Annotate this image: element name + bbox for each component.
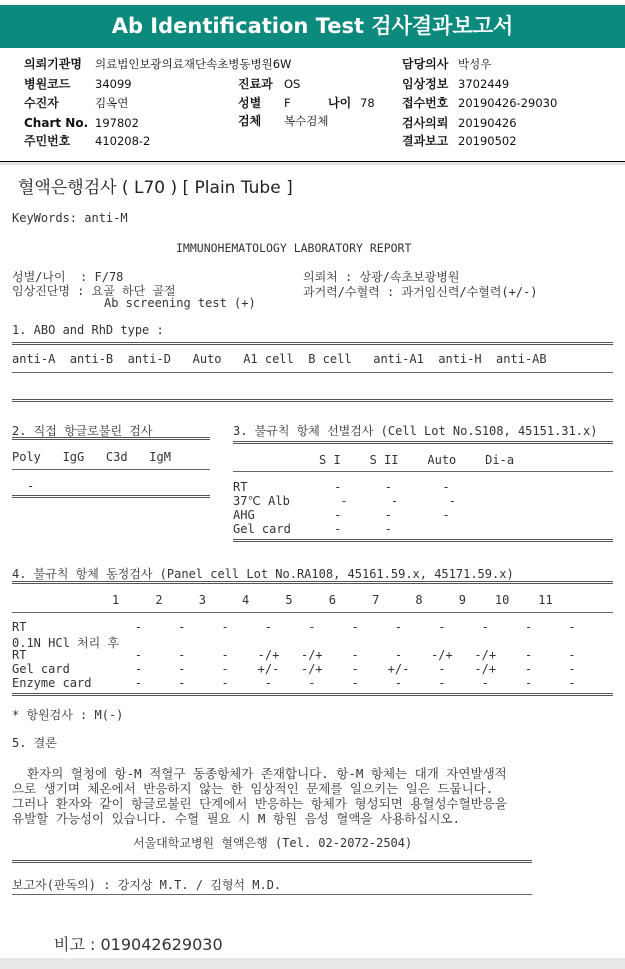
history-line: 과거력/수혈력 : 과거임신력/수혈력(+/-) xyxy=(303,285,538,299)
abo-headers: anti-A anti-B anti-D Auto A1 cell B cell anti-A1 anti-H anti-AB xyxy=(12,352,547,366)
panel-row: RT - - - - - - - - - - - xyxy=(12,620,576,634)
chart-label: Chart No. xyxy=(24,116,89,130)
panel-row: Enzyme card - - - - - - - - - - - xyxy=(12,676,576,690)
report-label: 결과보고 xyxy=(402,134,449,148)
divider xyxy=(12,469,210,470)
institution-label: 의뢰기관명 xyxy=(24,57,82,71)
rrn-label: 주민번호 xyxy=(24,134,71,148)
divider xyxy=(233,471,613,472)
panel-row: Gel card - - - +/- -/+ - +/- - -/+ - - xyxy=(12,662,576,676)
divider xyxy=(12,581,613,584)
screen-row: RT - - - xyxy=(233,480,450,494)
institution-value: 의료법인보광의료재단속초병동병원6W xyxy=(95,57,292,71)
divider xyxy=(12,860,532,863)
conclusion-line: 그러나 환자와 같이 항글로불린 단계에서 반응하는 항체가 형성되면 용혈성수혈반응을 xyxy=(12,796,507,811)
panel-headers: 1 2 3 4 5 6 7 8 9 10 11 xyxy=(112,593,553,607)
antigen-line: * 항원검사 : M(-) xyxy=(12,708,124,722)
clinical-value: 3702449 xyxy=(458,77,510,91)
sex-value: F xyxy=(284,96,291,110)
chart-value: 197802 xyxy=(95,116,139,130)
report-title: Ab Identification Test 검사결과보고서 xyxy=(0,5,625,48)
patient-label: 수진자 xyxy=(24,96,59,110)
divider xyxy=(12,495,210,498)
conclusion-line: 환자의 혈청에 항-M 적혈구 동종항체가 존재합니다. 항-M 항체는 대개 자연발생적 xyxy=(12,766,507,781)
dept-label: 진료과 xyxy=(238,77,273,91)
doctor-label: 담당의사 xyxy=(402,57,449,71)
patient-value: 김옥연 xyxy=(95,96,129,110)
receipt-value: 20190426-29030 xyxy=(458,96,558,110)
screening-line: Ab screening test (+) xyxy=(104,296,256,310)
divider xyxy=(12,342,613,345)
conclusion-title: 5. 결론 xyxy=(12,736,57,750)
rrn-value: 410208-2 xyxy=(95,134,151,148)
abo-title: 1. ABO and RhD type : xyxy=(12,323,164,337)
report-value: 20190502 xyxy=(458,134,517,148)
receipt-label: 접수번호 xyxy=(402,96,449,110)
sex-label: 성별 xyxy=(238,96,262,110)
page-bottom-margin xyxy=(0,958,625,969)
conclusion-line: 으로 생기며 체온에서 반응하지 않는 한 임상적인 문제를 일으키는 일은 드뭅니다. xyxy=(12,781,494,796)
divider xyxy=(12,372,613,373)
section-title: 혈액은행검사 ( L70 ) [ Plain Tube ] xyxy=(18,178,293,198)
age-value: 78 xyxy=(360,96,375,110)
requester-line: 의뢰처 : 상광/속초보광병원 xyxy=(303,270,460,284)
dat-headers: Poly IgG C3d IgM xyxy=(12,450,171,464)
keywords: KeyWords: anti-M xyxy=(12,211,128,225)
bloodbank-line: 서울대학교병원 혈액은행 (Tel. 02-2072-2504) xyxy=(133,836,413,850)
panel-title: 4. 불규칙 항체 동정검사 (Panel cell Lot No.RA108, 45161.59.x, 45171.59.x) xyxy=(12,567,514,581)
dept-value: OS xyxy=(284,77,301,91)
request-label: 검사의뢰 xyxy=(402,116,449,130)
remark: 비고 : 019042629030 xyxy=(54,935,223,954)
clinical-label: 임상정보 xyxy=(402,77,449,91)
divider xyxy=(12,693,613,696)
reporter-line: 보고자(판독의) : 강지상 M.T. / 김형석 M.D. xyxy=(12,878,282,892)
divider xyxy=(12,399,613,402)
sex-age-line: 성별/나이 : F/78 xyxy=(12,270,124,284)
request-value: 20190426 xyxy=(458,116,517,130)
divider xyxy=(12,894,532,895)
divider xyxy=(233,539,613,542)
screen-row: Gel card - - xyxy=(233,522,392,536)
diagnosis-line: 임상진단명 : 요골 하단 골절 xyxy=(12,284,176,298)
specimen-label: 검체 xyxy=(238,114,262,128)
lab-report-title: IMMUNOHEMATOLOGY LABORATORY REPORT xyxy=(176,241,412,255)
dat-title: 2. 직접 항글로불린 검사 xyxy=(12,424,153,438)
screen-row: AHG - - - xyxy=(233,508,450,522)
divider xyxy=(12,612,613,613)
divider xyxy=(233,441,613,444)
hospital-code-value: 34099 xyxy=(95,77,132,91)
dat-value: - xyxy=(27,479,35,493)
conclusion-line: 유발할 가능성이 있습니다. 수혈 필요 시 M 항원 음성 혈액을 사용하십시오. xyxy=(12,811,461,826)
hospital-code-label: 병원코드 xyxy=(24,77,71,91)
panel-row: RT - - - -/+ -/+ - - -/+ -/+ - - xyxy=(12,648,576,662)
header-shadow xyxy=(0,162,625,165)
doctor-value: 박성우 xyxy=(458,57,492,71)
specimen-value: 복수검체 xyxy=(284,114,329,128)
age-label: 나이 xyxy=(328,96,352,110)
screen-headers: S I S II Auto Di-a xyxy=(319,453,515,467)
panel-row: 0.1N HCl 처리 후 xyxy=(12,636,120,650)
screen-row: 37℃ Alb - - - xyxy=(233,494,456,508)
screen-title: 3. 불규칙 항체 선별검사 (Cell Lot No.S108, 45151.31.x) xyxy=(233,424,598,438)
divider xyxy=(12,437,210,440)
